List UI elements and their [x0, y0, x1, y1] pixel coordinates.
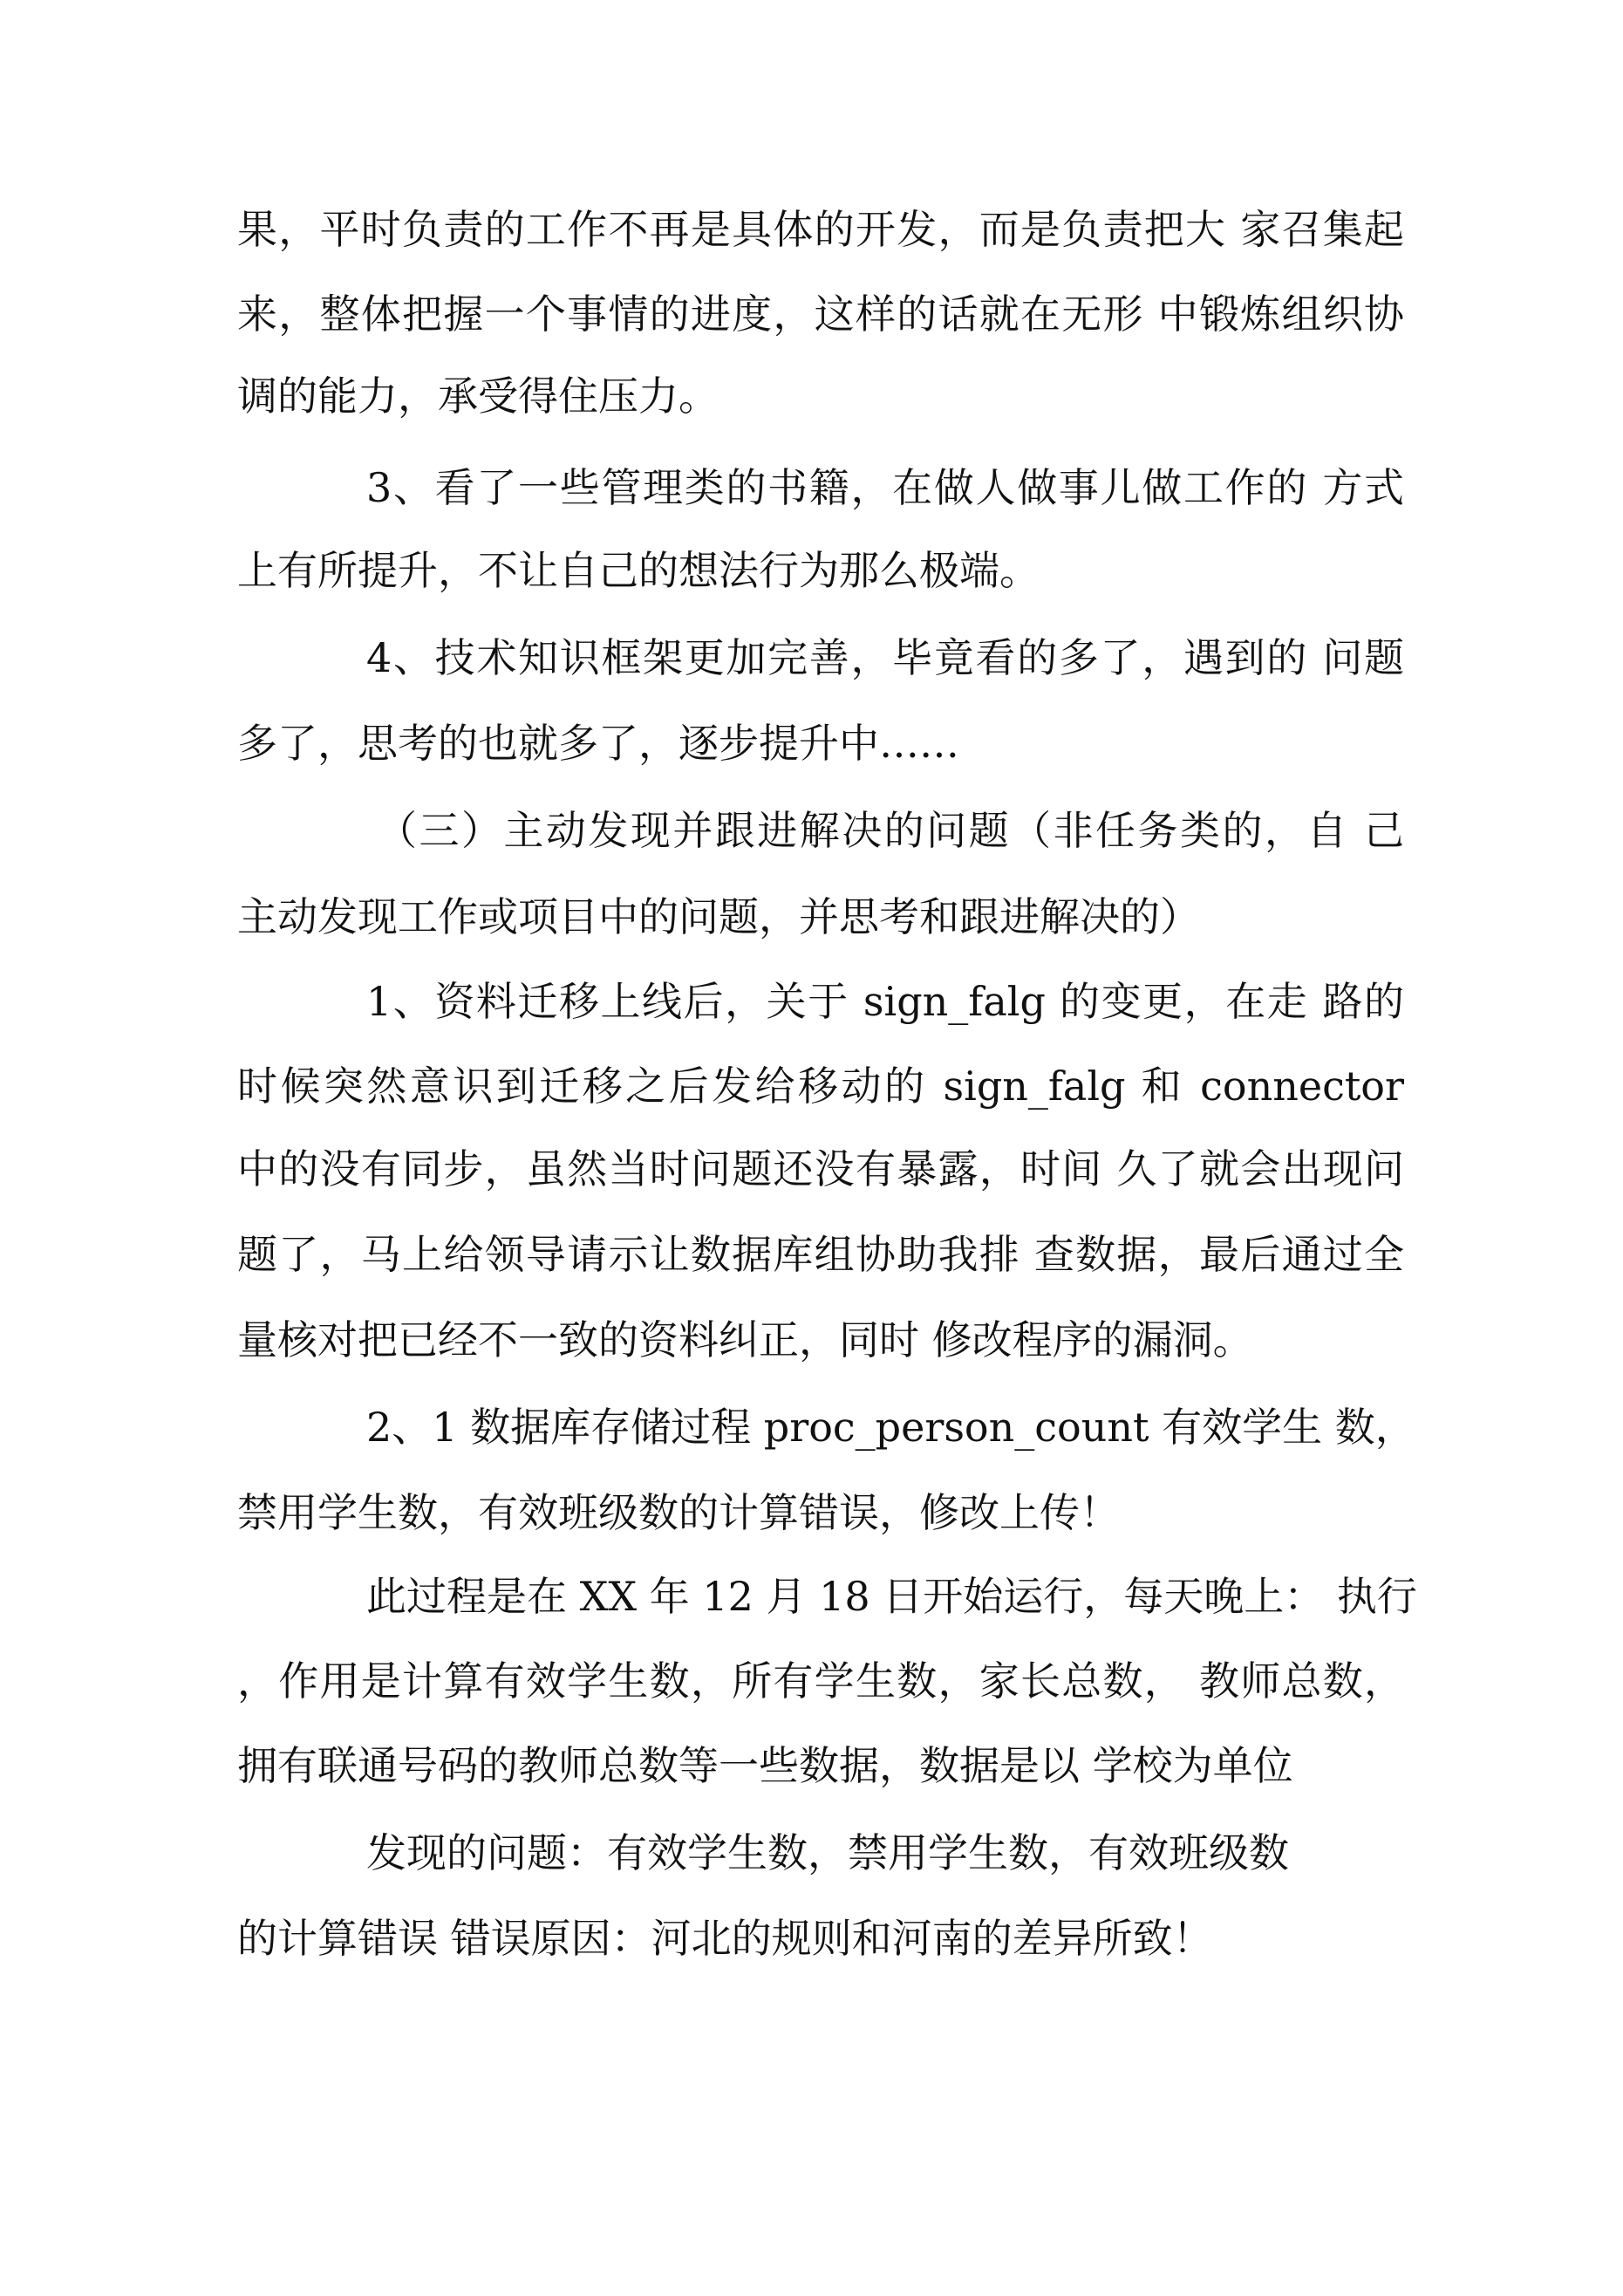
text-line-6: 4、技术知识框架更加完善，毕竟看的多了，遇到的 问题: [366, 634, 1404, 681]
text-line-18: ，作用是计算有效学生数，所有学生数，家长总数， 教师总数，: [237, 1657, 1404, 1705]
text-line-5: 上有所提升，不让自己的想法行为那么极端。: [237, 547, 1040, 594]
text-line-15: 2、1 数据库存储过程 proc_person_count 有效学生 数，: [366, 1404, 1415, 1451]
text-line-12: 中的没有同步，虽然当时问题还没有暴露，时间 久了就会出现问: [237, 1145, 1404, 1192]
text-line-19: 拥有联通号码的教师总数等一些数据，数据是以 学校为单位: [237, 1742, 1293, 1789]
text-line-20: 发现的问题：有效学生数，禁用学生数，有效班级数: [366, 1829, 1289, 1876]
text-line-2: 来，整体把握一个事情的进度，这样的话就在无形 中锻炼组织协: [237, 290, 1404, 338]
text-line-16: 禁用学生数，有效班级数的计算错误，修改上传！: [237, 1489, 1120, 1536]
text-line-7: 多了，思考的也就多了，逐步提升中……: [237, 720, 959, 767]
text-line-14: 量核对把已经不一致的资料纠正，同时 修改程序的漏洞。: [237, 1316, 1253, 1363]
text-line-1: 果，平时负责的工作不再是具体的开发，而是负责把大 家召集起: [237, 206, 1404, 253]
text-line-8: （三）主动发现并跟进解决的问题（非任务类的，自 己: [377, 807, 1404, 854]
text-line-4: 3、看了一些管理类的书籍，在做人做事儿做工作的 方式: [366, 464, 1404, 511]
text-line-11: 时候突然意识到迁移之后发给移动的 sign_falg 和 connector: [237, 1063, 1404, 1110]
text-line-9: 主动发现工作或项目中的问题，并思考和跟进解决的）: [237, 893, 1200, 940]
text-line-21: 的计算错误 错误原因：河北的规则和河南的差异所致！: [237, 1915, 1213, 1962]
text-line-17: 此过程是在 XX 年 12 月 18 日开始运行，每天晚上： 执行: [366, 1573, 1417, 1620]
text-line-13: 题了，马上给领导请示让数据库组协助我排 查数据，最后通过全: [237, 1231, 1404, 1278]
text-line-10: 1、资料迁移上线后，关于 sign_falg 的变更，在走 路的: [366, 978, 1404, 1025]
text-line-3: 调的能力，承受得住压力。: [237, 372, 719, 420]
